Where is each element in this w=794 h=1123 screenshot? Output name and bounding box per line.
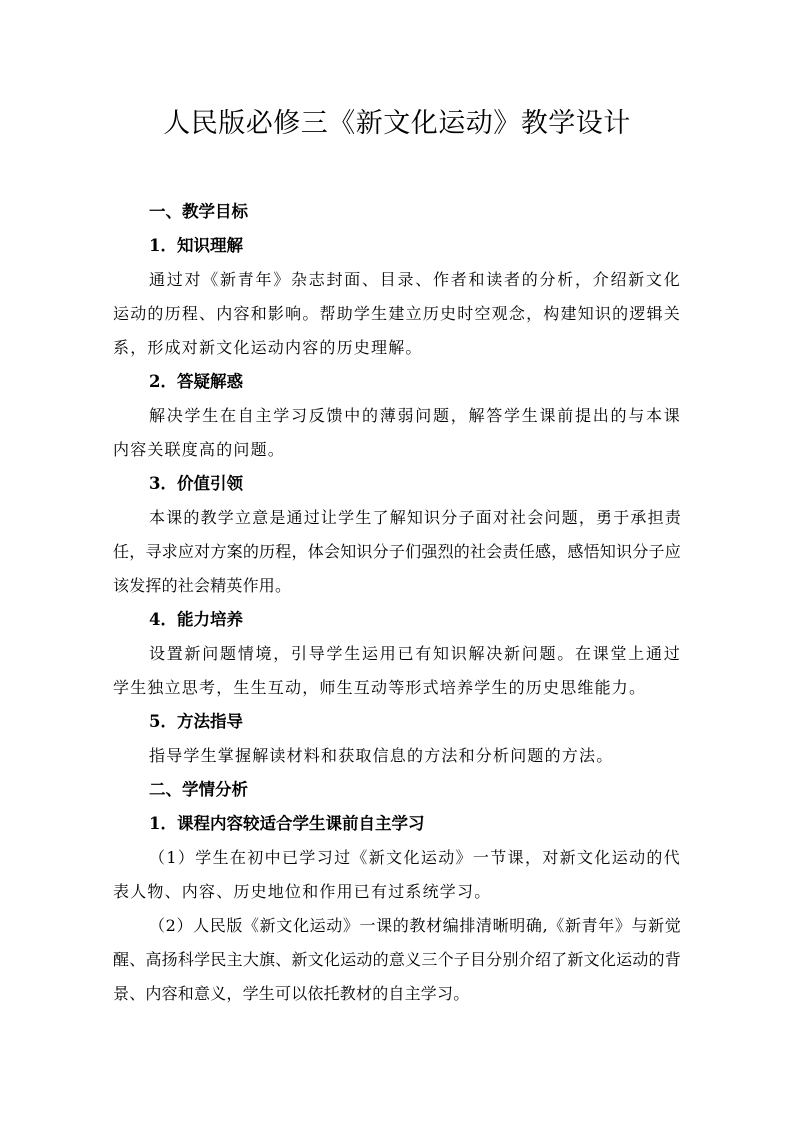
paragraph-values: 本课的教学立意是通过让学生了解知识分子面对社会问题，勇于承担责任，寻求应对方案的历程，体会知识分子们强烈的社会责任感，感悟知识分子应该发挥的社会精英作用。	[113, 508, 681, 595]
paragraph-ability: 设置新问题情境，引导学生运用已有知识解决新问题。在课堂上通过学生独立思考，生生互动，师生互动等形式培养学生的历史思维能力。	[113, 644, 681, 697]
paragraph-textbook-structure: （2）人民版《新文化运动》一课的教材编排清晰明确,《新青年》与新觉醒、高扬科学民主大旗、新文化运动的意义三个子目分别介绍了新文化运动的背景、内容和意义，学生可以依托教材的自主学习。	[113, 916, 681, 1003]
paragraph-qa: 解决学生在自主学习反馈中的薄弱问题，解答学生课前提出的与本课内容关联度高的问题。	[113, 406, 681, 459]
paragraph-prior-learning: （1）学生在初中已学习过《新文化运动》一节课，对新文化运动的代表人物、内容、历史地位和作用已有过系统学习。	[113, 848, 681, 901]
subheading-course-suitability: 1．课程内容较适合学生课前自主学习	[149, 814, 425, 833]
section-heading-teaching-goals: 一、教学目标	[149, 202, 248, 221]
subheading-knowledge: 1．知识理解	[149, 236, 243, 255]
subheading-values: 3．价值引领	[149, 474, 243, 493]
document-title: 人民版必修三《新文化运动》教学设计	[163, 108, 631, 139]
subheading-method: 5．方法指导	[149, 712, 243, 731]
section-heading-learner-analysis: 二、学情分析	[149, 780, 248, 799]
document-body	[113, 195, 681, 1011]
subheading-qa: 2．答疑解惑	[149, 372, 243, 391]
subheading-ability: 4．能力培养	[149, 610, 243, 629]
paragraph-method: 指导学生掌握解读材料和获取信息的方法和分析问题的方法。	[149, 746, 614, 765]
paragraph-knowledge: 通过对《新青年》杂志封面、目录、作者和读者的分析，介绍新文化运动的历程、内容和影响。帮助学生建立历史时空观念，构建知识的逻辑关系，形成对新文化运动内容的历史理解。	[113, 270, 681, 357]
